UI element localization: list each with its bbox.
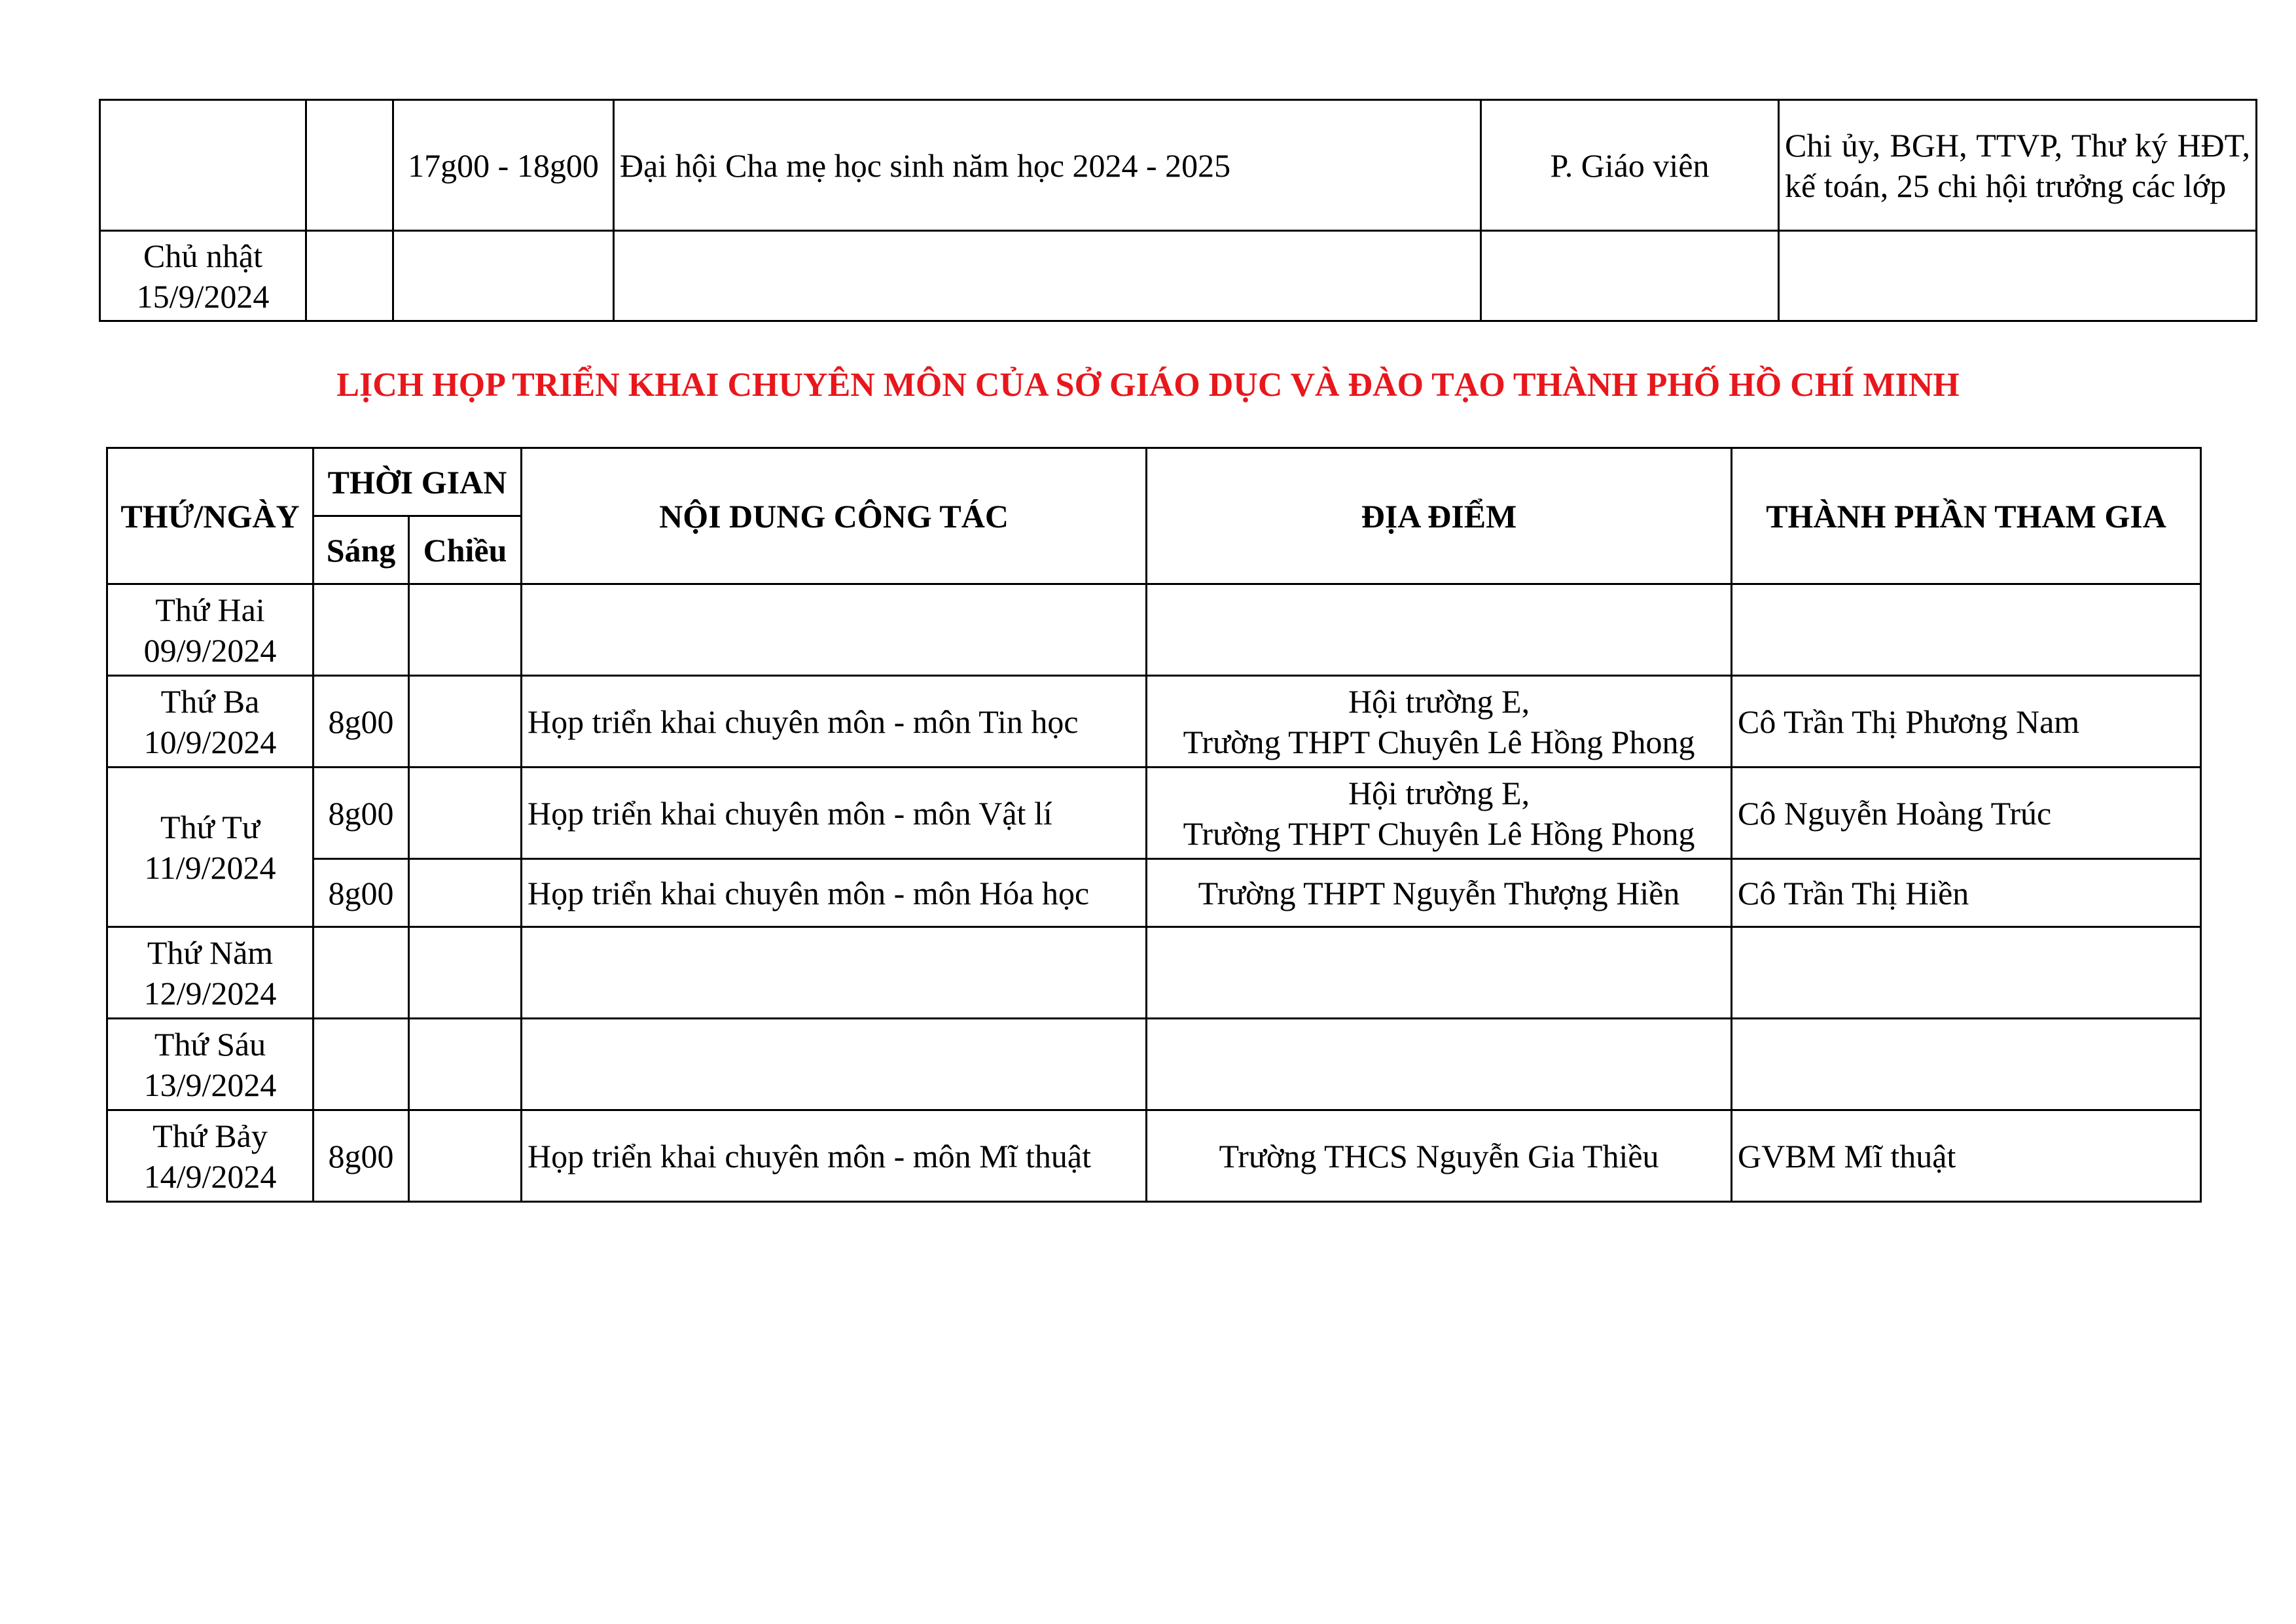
empty-cell — [306, 231, 393, 321]
participants-cell — [1732, 1019, 2201, 1110]
content-cell — [522, 927, 1147, 1019]
empty-cell — [1481, 231, 1779, 321]
morning-cell — [306, 100, 393, 231]
day-name: Thứ Sáu — [154, 1025, 266, 1063]
morning-cell — [314, 1019, 409, 1110]
day-name: Thứ Năm — [147, 934, 274, 971]
header-row — [107, 448, 2201, 516]
day-date: 15/9/2024 — [136, 277, 270, 315]
day-cell — [107, 676, 314, 768]
location-line: Trường THPT Chuyên Lê Hồng Phong — [1183, 815, 1695, 852]
day-date: 10/9/2024 — [143, 723, 277, 760]
empty-cell — [1779, 231, 2257, 321]
afternoon-cell — [409, 859, 522, 927]
table-row — [107, 859, 2201, 927]
location-cell — [1147, 584, 1732, 676]
location-cell: Trường THPT Nguyễn Thượng Hiền — [1147, 859, 1732, 927]
participants-cell: GVBM Mĩ thuật — [1732, 1110, 2201, 1202]
day-cell — [100, 100, 306, 231]
day-date: 14/9/2024 — [143, 1157, 277, 1195]
morning-cell — [314, 927, 409, 1019]
participants-cell: Cô Nguyễn Hoàng Trúc — [1732, 768, 2201, 859]
header-day: THỨ/NGÀY — [107, 448, 314, 584]
table-row — [107, 768, 2201, 859]
morning-cell: 8g00 — [314, 859, 409, 927]
header-afternoon: Chiều — [409, 516, 522, 584]
table-row — [100, 231, 2257, 321]
location-cell: P. Giáo viên — [1481, 100, 1779, 231]
morning-cell: 8g00 — [314, 1110, 409, 1202]
meeting-schedule-table — [106, 447, 2202, 1203]
morning-cell — [314, 584, 409, 676]
content-cell: Đại hội Cha mẹ học sinh năm học 2024 - 2025 — [614, 100, 1481, 231]
header-location: ĐỊA ĐIỂM — [1147, 448, 1732, 584]
afternoon-cell — [409, 1110, 522, 1202]
table-row — [107, 1019, 2201, 1110]
participants-cell — [1732, 927, 2201, 1019]
afternoon-cell — [409, 768, 522, 859]
participants-cell: Cô Trần Thị Phương Nam — [1732, 676, 2201, 768]
table-row — [107, 676, 2201, 768]
header-morning: Sáng — [314, 516, 409, 584]
header-participants: THÀNH PHẦN THAM GIA — [1732, 448, 2201, 584]
table-row — [107, 1110, 2201, 1202]
day-name: Thứ Hai — [155, 591, 265, 628]
day-name: Thứ Tư — [160, 808, 260, 845]
day-name: Chủ nhật — [143, 237, 262, 274]
day-date: 11/9/2024 — [144, 849, 276, 886]
location-line: Trường THPT Chuyên Lê Hồng Phong — [1183, 723, 1695, 760]
participants-cell: Chi ủy, BGH, TTVP, Thư ký HĐT, kế toán, 25 chi hội trưởng các lớp — [1779, 100, 2257, 231]
day-cell — [100, 231, 306, 321]
day-cell — [107, 1110, 314, 1202]
content-cell: Họp triển khai chuyên môn - môn Hóa học — [522, 859, 1147, 927]
participants-cell — [1732, 584, 2201, 676]
header-time: THỜI GIAN — [314, 448, 522, 516]
empty-cell — [393, 231, 614, 321]
content-cell: Họp triển khai chuyên môn - môn Tin học — [522, 676, 1147, 768]
day-name: Thứ Bảy — [152, 1117, 268, 1154]
morning-cell: 8g00 — [314, 676, 409, 768]
table-row — [100, 100, 2257, 231]
afternoon-cell — [409, 927, 522, 1019]
content-cell — [522, 1019, 1147, 1110]
day-cell — [107, 768, 314, 927]
participants-cell: Cô Trần Thị Hiền — [1732, 859, 2201, 927]
day-cell — [107, 927, 314, 1019]
previous-schedule-table — [99, 99, 2257, 322]
day-name: Thứ Ba — [160, 682, 260, 720]
location-cell — [1147, 1019, 1732, 1110]
day-cell — [107, 1019, 314, 1110]
afternoon-cell — [409, 1019, 522, 1110]
location-line: Hội trường E, — [1348, 682, 1530, 720]
content-cell: Họp triển khai chuyên môn - môn Mĩ thuật — [522, 1110, 1147, 1202]
section-heading: LỊCH HỌP TRIỂN KHAI CHUYÊN MÔN CỦA SỞ GIÁO DỤC VÀ ĐÀO TẠO THÀNH PHỐ HỒ CHÍ MINH — [336, 366, 1960, 404]
content-cell: Họp triển khai chuyên môn - môn Vật lí — [522, 768, 1147, 859]
header-content: NỘI DUNG CÔNG TÁC — [522, 448, 1147, 584]
day-date: 09/9/2024 — [143, 631, 277, 669]
location-cell — [1147, 676, 1732, 768]
location-cell — [1147, 768, 1732, 859]
day-date: 12/9/2024 — [143, 974, 277, 1012]
day-cell — [107, 584, 314, 676]
day-date: 13/9/2024 — [143, 1066, 277, 1103]
location-cell — [1147, 927, 1732, 1019]
content-cell — [522, 584, 1147, 676]
location-cell: Trường THCS Nguyễn Gia Thiều — [1147, 1110, 1732, 1202]
empty-cell — [614, 231, 1481, 321]
morning-cell: 8g00 — [314, 768, 409, 859]
table-row — [107, 927, 2201, 1019]
table-row — [107, 584, 2201, 676]
afternoon-cell — [409, 584, 522, 676]
location-line: Hội trường E, — [1348, 774, 1530, 811]
time-cell: 17g00 - 18g00 — [393, 100, 614, 231]
afternoon-cell — [409, 676, 522, 768]
